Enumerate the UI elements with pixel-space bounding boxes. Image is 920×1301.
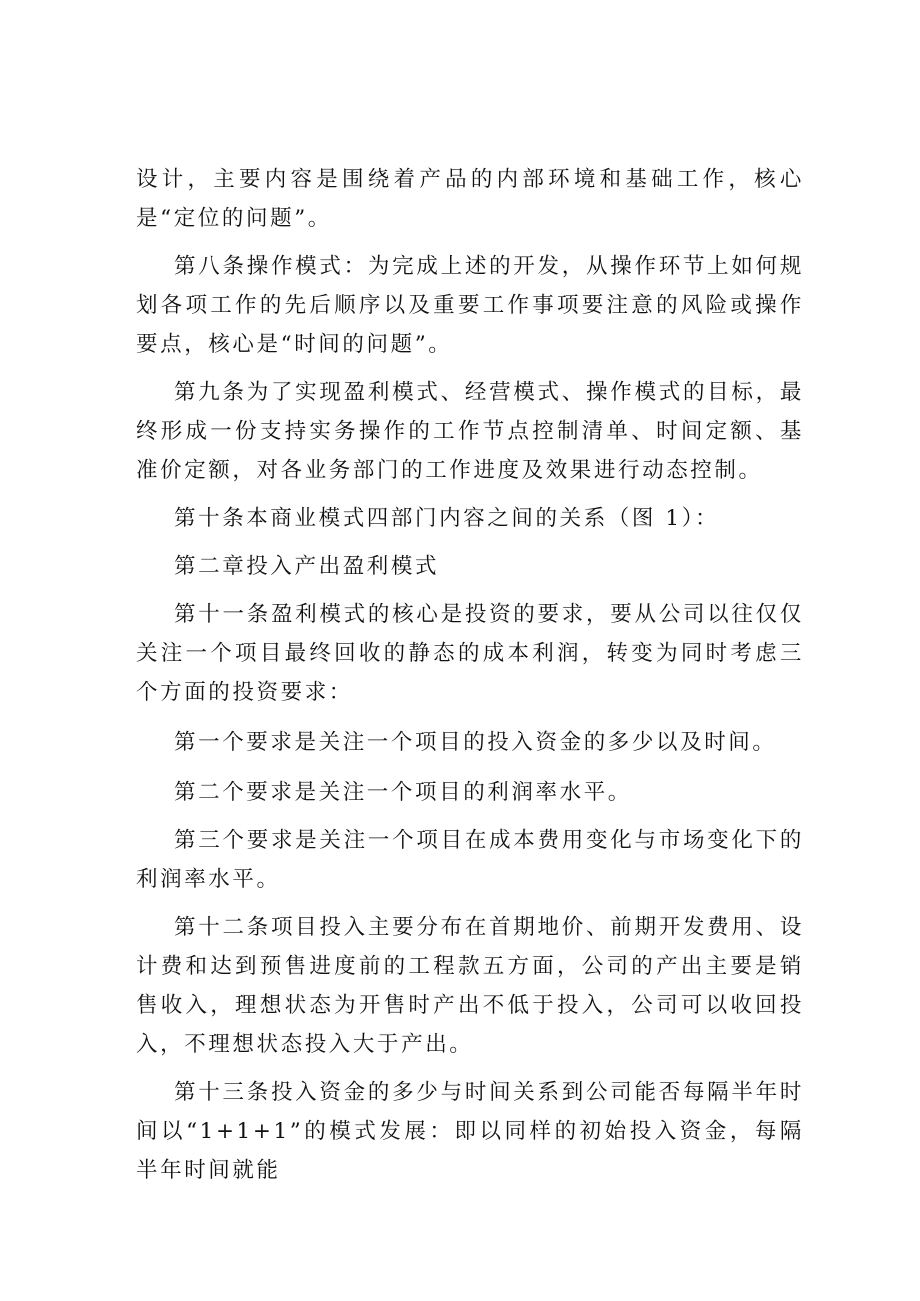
paragraph-requirement-3: 第三个要求是关注一个项目在成本费用变化与市场变化下的利润率水平。 [136,828,804,892]
document-body [136,160,804,1199]
paragraph-requirement-1: 第一个要求是关注一个项目的投入资金的多少以及时间。 [174,730,777,755]
paragraph-article-13: 第十三条投入资金的多少与时间关系到公司能否每隔半年时间以“1+1+1”的模式发展：即以同样的初始投入资金，每隔半年时间就能 [136,1080,804,1183]
paragraph-article-11: 第十一条盈利模式的核心是投资的要求，要从公司以往仅仅关注一个项目最终回收的静态的成本利润，转变为同时考虑三个方面的投资要求： [136,602,804,705]
paragraph-continuation: 设计，主要内容是围绕着产品的内部环境和基础工作，核心是“定位的问题”。 [136,167,804,231]
paragraph-article-9: 第九条为了实现盈利模式、经营模式、操作模式的目标，最终形成一份支持实务操作的工作节点控制清单、时间定额、基准价定额，对各业务部门的工作进度及效果进行动态控制。 [136,380,804,483]
chapter-heading: 第二章投入产出盈利模式 [174,554,440,579]
paragraph-article-12: 第十二条项目投入主要分布在首期地价、前期开发费用、设计费和达到预售进度前的工程款五方面，公司的产出主要是销售收入，理想状态为开售时产出不低于投入，公司可以收回投入，不理想状态投入大于产出。 [136,915,804,1057]
paragraph-article-8: 第八条操作模式：为完成上述的开发，从操作环节上如何规划各项工作的先后顺序以及重要工作事项要注意的风险或操作要点，核心是“时间的问题”。 [136,254,804,357]
paragraph-requirement-2: 第二个要求是关注一个项目的利润率水平。 [174,780,632,805]
paragraph-article-10: 第十条本商业模式四部门内容之间的关系（图 1）： [174,506,720,531]
